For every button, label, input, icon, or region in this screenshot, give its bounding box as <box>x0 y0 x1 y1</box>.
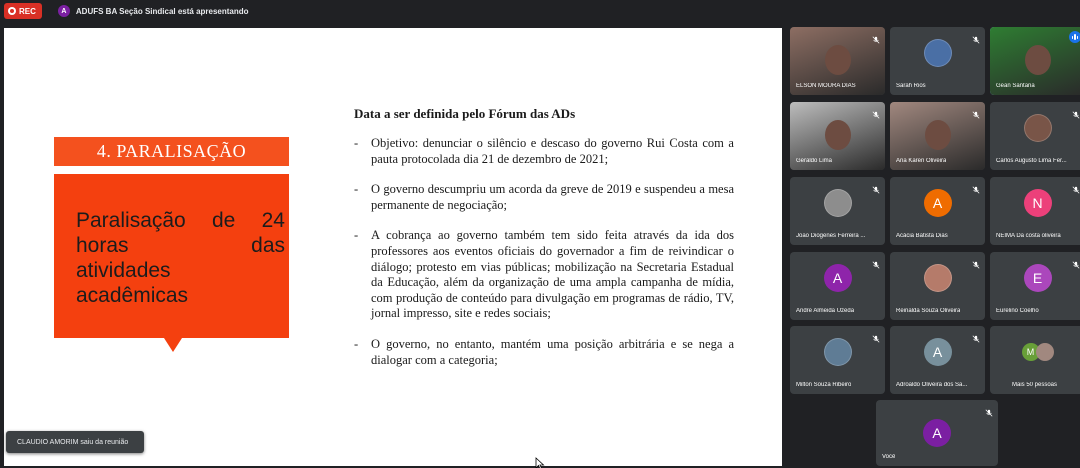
slide-title-box <box>54 137 289 169</box>
participant-name: Reinalda Souza Oliveira <box>896 308 961 314</box>
participant-avatar: N <box>1024 189 1052 217</box>
participant-name: Sarah Rios <box>896 83 926 89</box>
participant-tile[interactable] <box>990 177 1080 245</box>
participant-name: Adroaldo Oliveira dos Sa... <box>896 382 968 388</box>
participant-avatar: A <box>924 338 952 366</box>
bullet-text: Objetivo: denunciar o silêncio e descaso do governo Rui Costa com a pauta protocolada dia 21 de dezembro de 2021; <box>371 136 734 166</box>
presentation-slide <box>4 28 782 466</box>
participant-tile[interactable] <box>990 27 1080 95</box>
participant-tile[interactable] <box>790 252 885 320</box>
participant-name: Milton Souza Ribeiro <box>796 382 852 388</box>
presenter-indicator <box>58 5 249 17</box>
participant-name: Andre Almeida Uzeda <box>796 308 855 314</box>
callout-pointer <box>164 338 182 352</box>
participant-avatar: A <box>824 264 852 292</box>
main-word: horas <box>76 234 129 257</box>
participant-name: ELSON MOURA DIAS <box>796 83 856 89</box>
participant-name: Mais 50 pessoas <box>1012 382 1058 388</box>
bullet-text: A cobrança ao governo também tem sido feita através da ida dos professores aos eventos oficiais do governador a fim de reivindicar o diálogo; protesto em vias públicas; mobilização na Secretaria Estadual da Educação, além da organização de uma ampla campanha de mídia, com produção de conteúdo para divulgação em programas de rádio, TV, jornal impresso, site e redes sociais; <box>371 228 734 321</box>
slide-heading: Data a ser definida pelo Fórum das ADs <box>354 106 576 121</box>
participant-name: Carlos Augusto Lima Fer... <box>996 158 1067 164</box>
main-word: de <box>212 209 236 232</box>
slide-bullet <box>354 182 734 213</box>
participant-name: Eurelino Coelho <box>996 308 1039 314</box>
mic-off-icon <box>1072 106 1080 114</box>
participant-tile[interactable] <box>790 326 885 394</box>
main-word: acadêmicas <box>76 284 189 307</box>
participant-avatar <box>1024 114 1052 142</box>
slide-bullet <box>354 136 734 167</box>
participant-name: Gean Santana <box>996 83 1035 89</box>
participant-face <box>1025 45 1051 75</box>
mic-off-icon <box>872 330 880 338</box>
participant-avatar <box>924 39 952 67</box>
slide-main-box <box>54 174 289 338</box>
meeting-topbar <box>0 0 1080 22</box>
mic-off-icon <box>972 181 980 189</box>
presenter-text: ADUFS BA Seção Sindical está apresentando <box>75 6 249 16</box>
slide-bullet <box>354 337 734 368</box>
mic-off-icon <box>872 31 880 39</box>
participant-avatar <box>824 189 852 217</box>
participant-avatar <box>924 264 952 292</box>
participant-tile[interactable] <box>790 102 885 170</box>
participant-tile[interactable] <box>890 177 985 245</box>
mic-off-icon <box>972 256 980 264</box>
mic-off-icon <box>872 181 880 189</box>
participant-tile[interactable] <box>890 27 985 95</box>
participant-tile[interactable] <box>890 102 985 170</box>
participant-name: João Diogenes Ferreira ... <box>796 233 866 239</box>
bullet-dash: - <box>354 228 359 243</box>
bullet-dash: - <box>354 136 359 150</box>
participant-face <box>925 120 951 150</box>
participant-tile[interactable] <box>990 326 1080 394</box>
mic-off-icon <box>972 31 980 39</box>
participant-left-toast <box>6 431 144 453</box>
participant-avatar: E <box>1024 264 1052 292</box>
participant-avatar: A <box>923 419 951 447</box>
participant-tile[interactable] <box>990 252 1080 320</box>
participant-face <box>825 45 851 75</box>
slide-main-text <box>76 208 285 308</box>
participant-avatar <box>1018 338 1058 366</box>
participant-name: Acácia Batista Dias <box>896 233 948 239</box>
mouse-cursor-icon <box>535 457 545 468</box>
mic-off-icon <box>972 330 980 338</box>
more-avatar-photo <box>1036 343 1054 361</box>
mic-off-icon <box>985 404 993 412</box>
main-word: atividades <box>76 259 171 282</box>
bullet-text: O governo descumpriu um acorda da greve de 2019 e suspendeu a mesa permanente de negociação; <box>371 182 734 212</box>
participant-name: NEIMA Da costa oliveira <box>996 233 1061 239</box>
participant-avatar <box>824 338 852 366</box>
participant-tile[interactable] <box>790 177 885 245</box>
mic-off-icon <box>972 106 980 114</box>
participant-tile[interactable] <box>890 326 985 394</box>
more-avatar-m: M <box>1022 343 1040 361</box>
presenter-avatar: A <box>58 5 70 17</box>
bullet-dash: - <box>354 336 359 351</box>
main-word: 24 <box>261 209 285 232</box>
main-word: das <box>251 234 285 257</box>
participant-name: Você <box>882 454 896 460</box>
main-word: Paralisação <box>76 209 186 232</box>
slide-bullet-list <box>354 136 734 368</box>
slide-content <box>354 106 734 383</box>
slide-bullet <box>354 228 734 322</box>
toast-text: CLAUDIO AMORIM saiu da reunião <box>17 438 129 446</box>
participant-name: Geraldo Lima <box>796 158 833 164</box>
recording-badge[interactable] <box>4 3 42 19</box>
participant-tile[interactable] <box>876 400 998 466</box>
mic-off-icon <box>1072 256 1080 264</box>
slide-title: 4. PARALISAÇÃO <box>96 141 247 161</box>
participant-tile[interactable] <box>790 27 885 95</box>
participant-face <box>825 120 851 150</box>
participant-avatar: A <box>924 189 952 217</box>
participant-tile[interactable] <box>990 102 1080 170</box>
recording-label: REC <box>19 6 36 16</box>
participant-tile[interactable] <box>890 252 985 320</box>
speaking-indicator-icon <box>1069 31 1080 43</box>
participant-name: Ana Karen Oliveira <box>896 158 947 164</box>
mic-off-icon <box>872 256 880 264</box>
bullet-dash: - <box>354 182 359 197</box>
record-icon <box>8 7 16 15</box>
mic-off-icon <box>872 106 880 114</box>
mic-off-icon <box>1072 181 1080 189</box>
bullet-text: O governo, no entanto, mantém uma posição arbitrária e se nega a dialogar com a categoria; <box>371 336 734 367</box>
